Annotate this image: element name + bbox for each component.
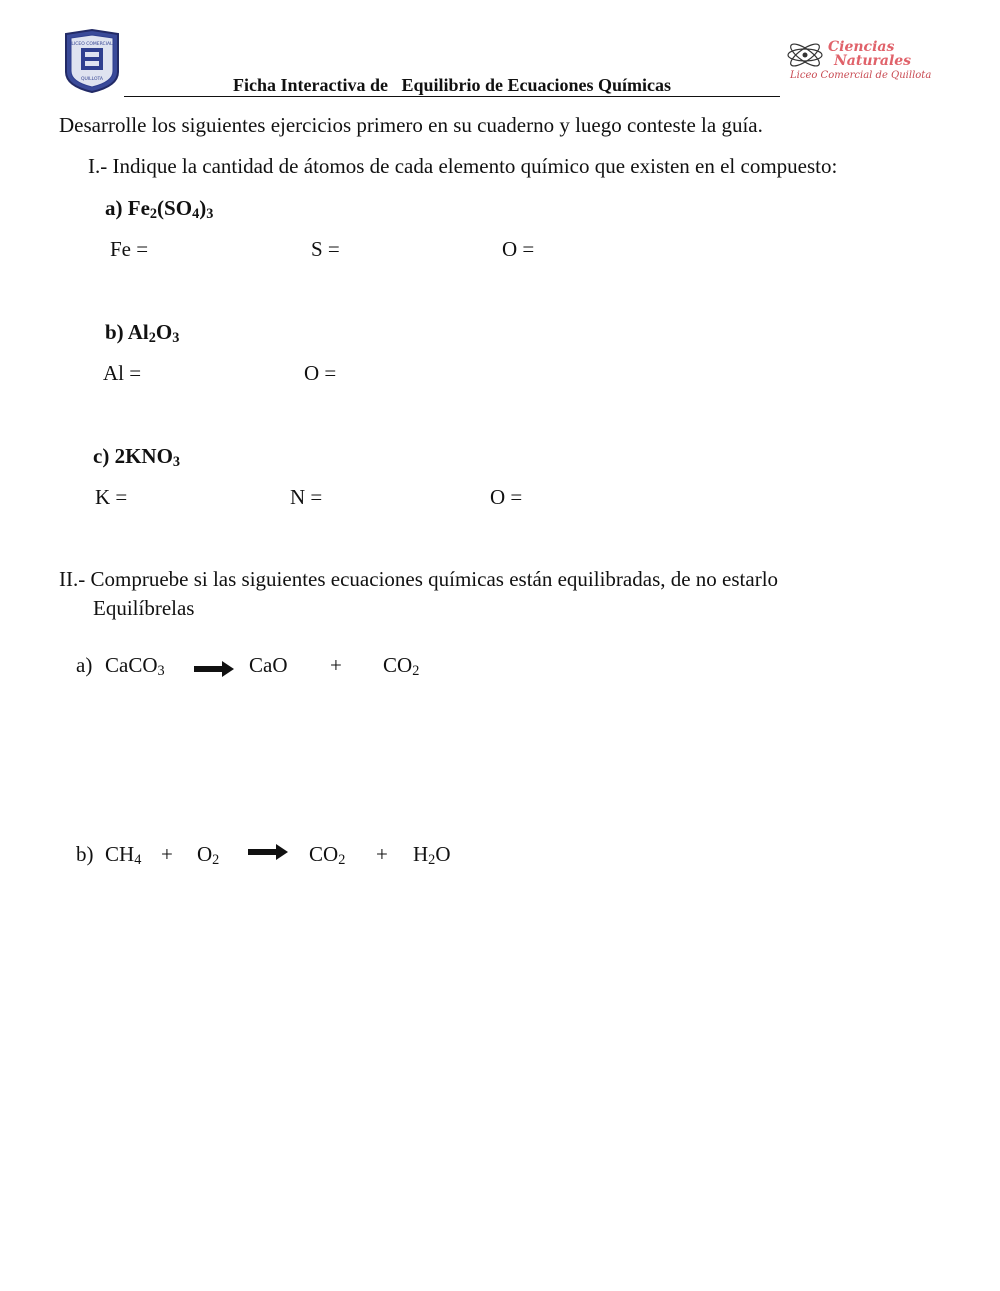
k-answer-field[interactable]: K = [95, 485, 128, 509]
page-title: Ficha Interactiva de Equilibrio de Ecuaciones Químicas [124, 74, 780, 97]
fe-answer-field[interactable]: Fe = [110, 237, 149, 261]
logo-subtitle: Liceo Comercial de Quillota [790, 70, 932, 81]
section1-heading: I.- Indique la cantidad de átomos de cada elemento químico que existen en el compuesto: [88, 154, 838, 178]
ciencias-naturales-logo [786, 38, 932, 86]
al-answer-field[interactable]: Al = [103, 361, 142, 385]
atom-icon [786, 42, 824, 68]
o-answer-field-c[interactable]: O = [490, 485, 523, 509]
logo-title-2: Naturales [834, 53, 912, 69]
compound-a: a) $Fe_2(SO_4)_3$ [105, 196, 214, 223]
equation-b-product-2: $H_2O$ [413, 842, 451, 869]
equation-b-reactant-2: $O_2$ [197, 842, 220, 869]
logo-title-1: Ciencias [828, 39, 895, 55]
equation-a-label: a) [76, 653, 93, 677]
s-answer-field[interactable]: S = [311, 237, 340, 261]
equation-a-product-2: $CO_2$ [383, 653, 420, 680]
svg-text:QUILLOTA: QUILLOTA [80, 77, 104, 82]
equation-a-product-1: CaO [249, 653, 288, 677]
equation-b-reactant-1: $CH_4$ [105, 842, 142, 869]
n-answer-field[interactable]: N = [290, 485, 323, 509]
equation-b-plus-1: + [161, 842, 173, 866]
compound-b: b) $Al_2O_3$ [105, 320, 180, 347]
school-crest-logo [62, 28, 122, 94]
equation-b-label: b) [76, 842, 94, 866]
equation-a-reactant: CaCO$_3$ [105, 653, 165, 680]
intro-instructions: Desarrolle los siguientes ejercicios primero en su cuaderno y luego conteste la guía. [59, 113, 763, 137]
o-answer-field-b[interactable]: O = [304, 361, 337, 385]
section2-heading-line2: Equilíbrelas [93, 596, 195, 620]
svg-text:LICEO COMERCIAL: LICEO COMERCIAL [71, 42, 113, 47]
reaction-arrow-icon [248, 843, 288, 861]
reaction-arrow-icon [194, 660, 234, 678]
o-answer-field-a[interactable]: O = [502, 237, 535, 261]
equation-a-plus: + [330, 653, 342, 677]
compound-c: c) $2KNO_3$ [93, 444, 181, 471]
equation-b-product-1: $CO_2$ [309, 842, 346, 869]
equation-b-plus-2: + [376, 842, 388, 866]
section2-heading: II.- Compruebe si las siguientes ecuaciones químicas están equilibradas, de no estarlo [59, 567, 779, 591]
